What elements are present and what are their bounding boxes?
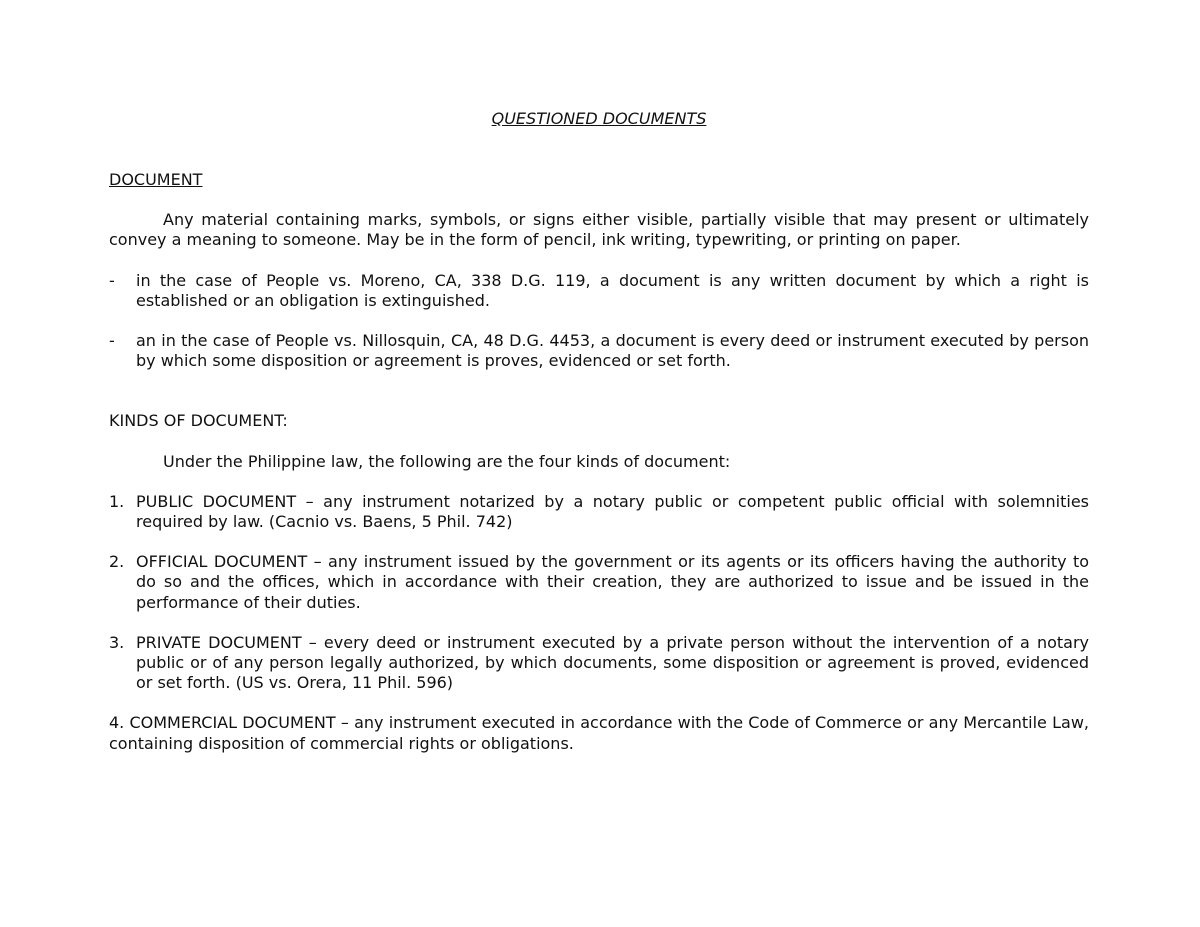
document-body	[109, 109, 1089, 754]
bullet-marker: -	[109, 270, 115, 290]
list-item-text: an in the case of People vs. Nillosquin, CA, 48 D.G. 4453, a document is every deed or instrument executed by person by which some disposition or agreement is proves, evidenced or set forth.	[136, 331, 1089, 371]
list-item-text: in the case of People vs. Moreno, CA, 338 D.G. 119, a document is any written document by which a right is established or an obligation is extinguished.	[136, 270, 1089, 310]
list-item	[109, 331, 1089, 371]
list-item	[109, 271, 1089, 311]
section-heading-document: DOCUMENT	[109, 170, 203, 189]
document-definition: Any material containing marks, symbols, or signs either visible, partially visible that may present or ultimately convey a meaning to someone. May be in the form of pencil, ink writing, typewriting, or printing on paper.	[109, 210, 1089, 250]
kinds-intro: Under the Philippine law, the following are the four kinds of document:	[163, 451, 731, 471]
bullet-marker: -	[109, 331, 115, 351]
list-item-text: OFFICIAL DOCUMENT – any instrument issued by the government or its agents or its officers having the authority to do so and the offices, which in accordance with their creation, they are authorized to issue and be issued in the performance of their duties.	[136, 552, 1089, 612]
list-item	[109, 552, 1089, 613]
number-marker: 1.	[109, 491, 125, 511]
list-item-text: PUBLIC DOCUMENT – any instrument notarized by a notary public or competent public official with solemnities required by law. (Cacnio vs. Baens, 5 Phil. 742)	[136, 491, 1089, 532]
number-marker: 2.	[109, 552, 125, 572]
number-marker: 3.	[109, 632, 125, 652]
list-item	[109, 492, 1089, 532]
commercial-document-item: 4. COMMERCIAL DOCUMENT – any instrument executed in accordance with the Code of Commerce or any Mercantile Law, containing disposition of commercial rights or obligations.	[109, 713, 1089, 753]
list-item-text: PRIVATE DOCUMENT – every deed or instrument executed by a private person without the intervention of a notary public or of any person legally authorized, by which documents, some disposition or agreement is proved, evidenced or set forth. (US vs. Orera, 11 Phil. 596)	[136, 632, 1089, 693]
document-title: QUESTIONED DOCUMENTS	[491, 109, 707, 128]
section-heading-kinds: KINDS OF DOCUMENT:	[109, 411, 288, 431]
list-item	[109, 633, 1089, 694]
